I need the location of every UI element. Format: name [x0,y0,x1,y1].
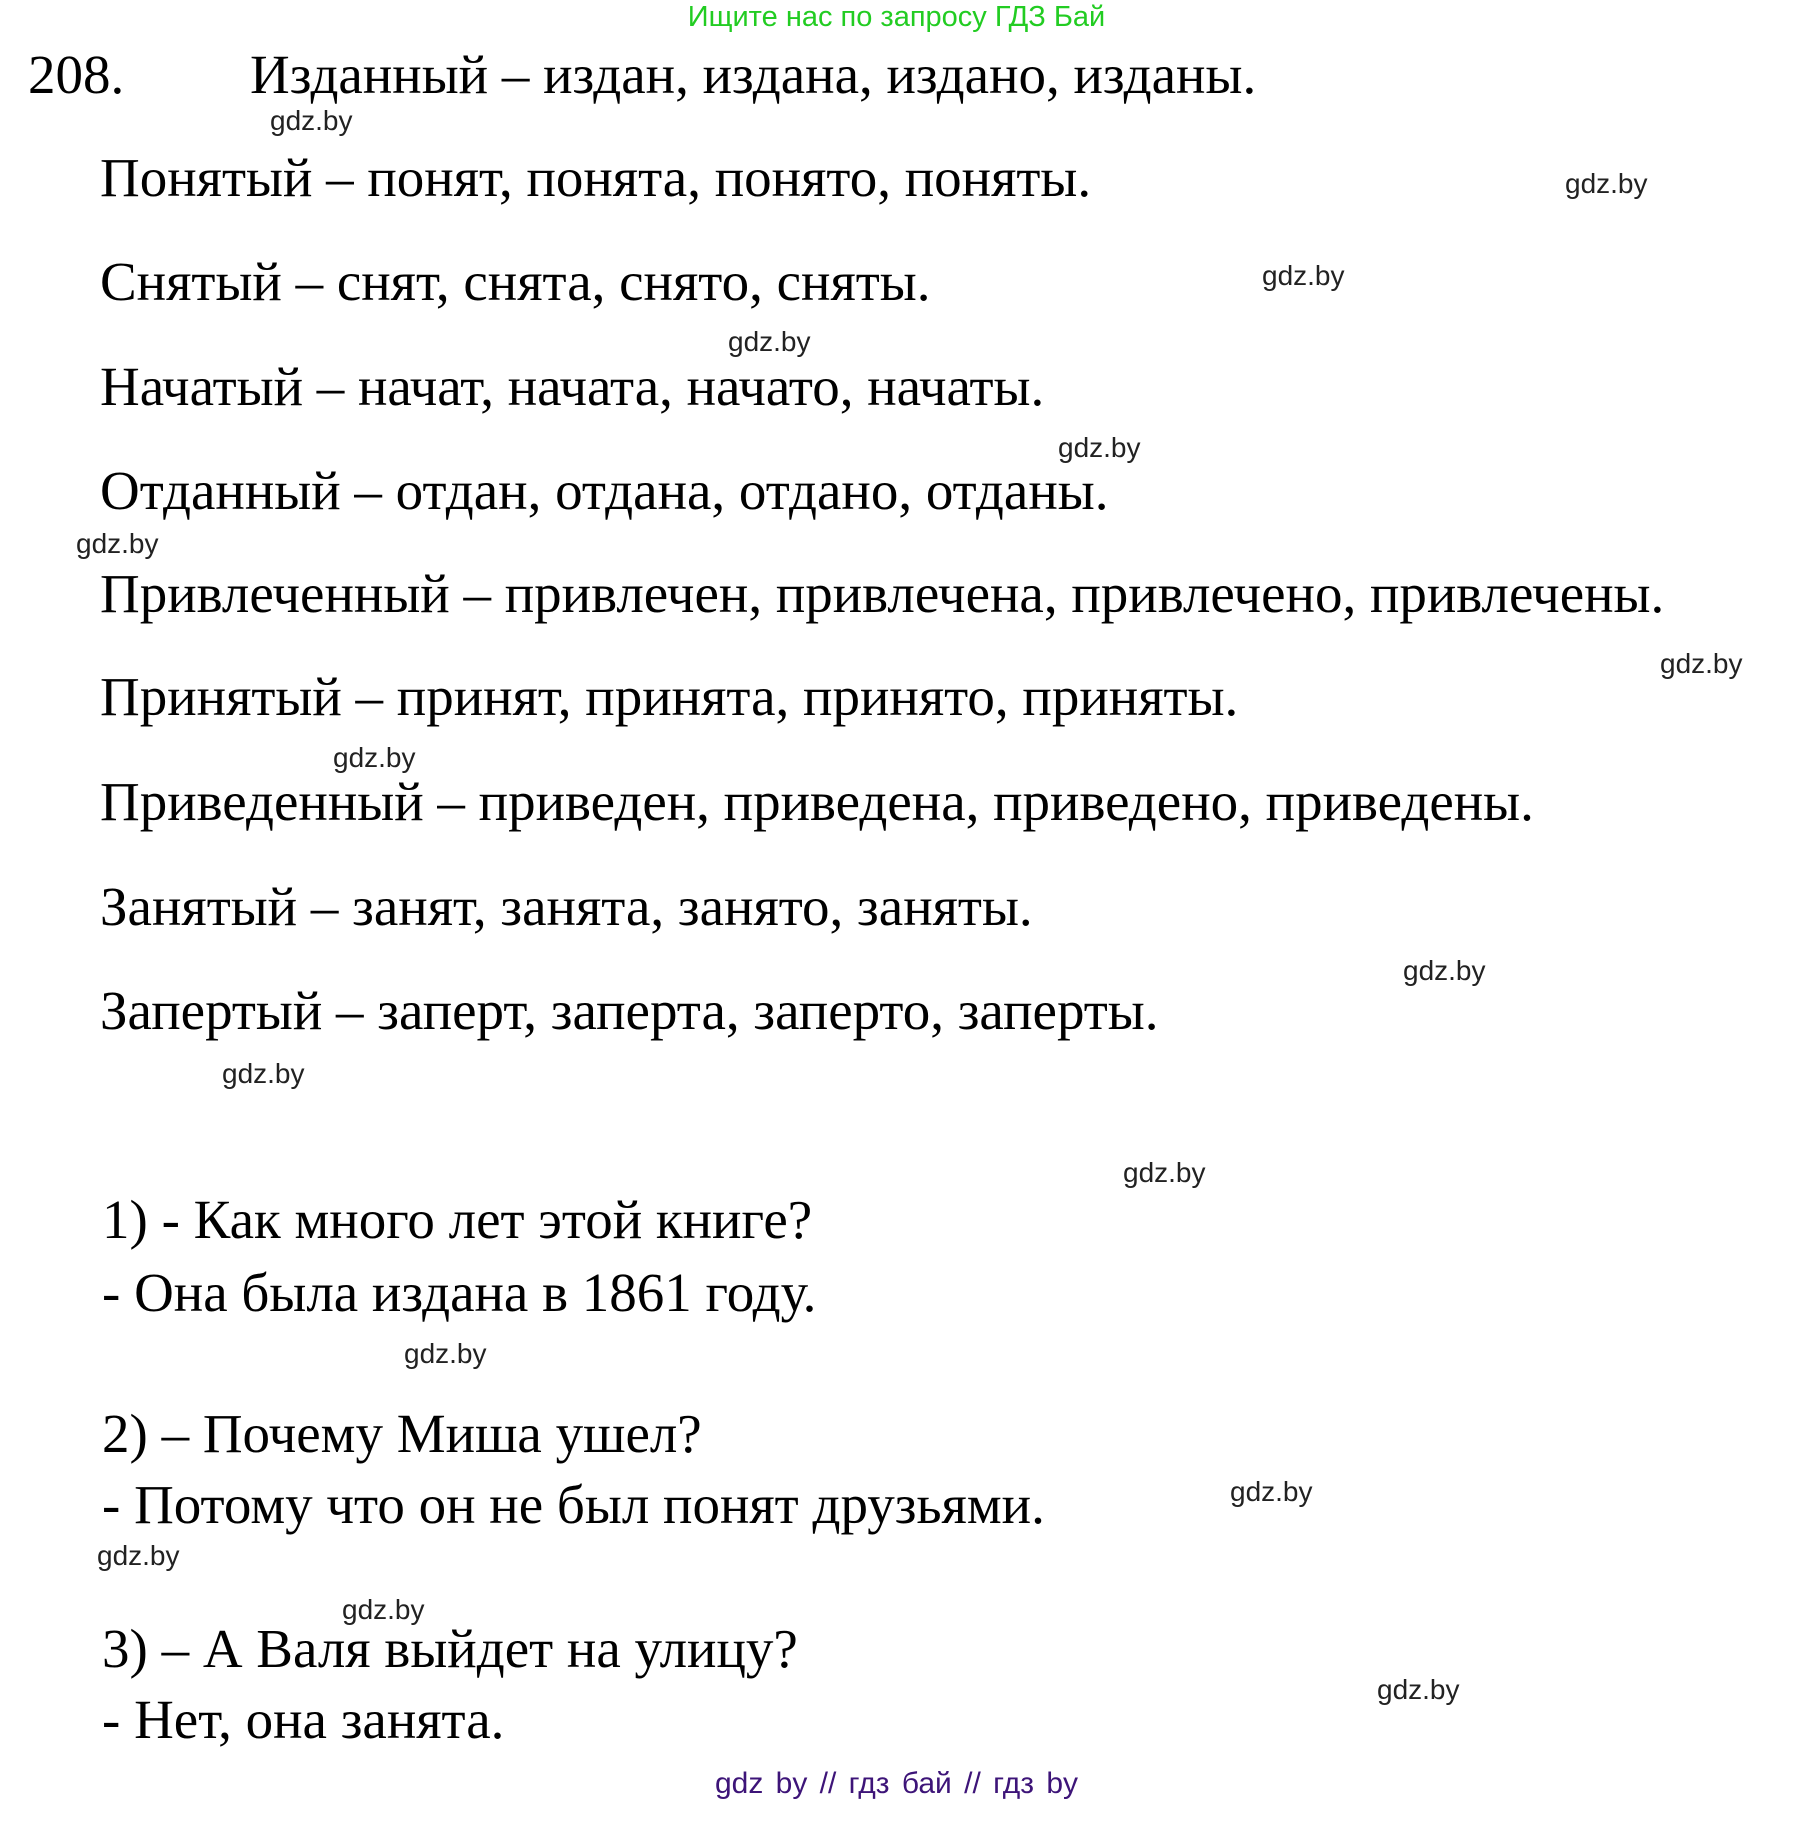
watermark: gdz.by [76,528,159,559]
search-banner: Ищите нас по запросу ГДЗ Бай [687,1,1106,33]
dialogue-line: - Потому что он не был понят друзьями. [102,1474,1045,1535]
watermark: gdz.by [728,326,811,357]
footer-links: gdz by // гдз бай // гдз by [714,1767,1079,1800]
watermark: gdz.by [404,1338,487,1369]
dialogue-line: - Нет, она занята. [102,1689,505,1750]
watermark: gdz.by [1123,1157,1206,1188]
answer-line: Изданный – издан, издана, издано, изданы. [250,44,1257,105]
dialogue-line: - Она была издана в 1861 году. [102,1262,817,1323]
watermark: gdz.by [342,1594,425,1625]
answer-line: Приведенный – приведен, приведена, приведено, приведены. [100,771,1534,832]
watermark: gdz.by [270,105,353,136]
dialogue-line: 1) - Как много лет этой книге? [102,1189,813,1250]
watermark: gdz.by [1377,1674,1460,1705]
watermark: gdz.by [1660,648,1743,679]
answer-line: Понятый – понят, понята, понято, поняты. [100,147,1092,208]
answer-line: Начатый – начат, начата, начато, начаты. [100,356,1045,417]
watermark: gdz.by [97,1540,180,1571]
answer-line: Занятый – занят, занята, занято, заняты. [100,876,1033,937]
dialogue-line: 2) – Почему Миша ушел? [102,1403,702,1464]
watermark: gdz.by [222,1058,305,1089]
answer-line: Запертый – заперт, заперта, заперто, заперты. [100,980,1159,1041]
watermark: gdz.by [333,742,416,773]
dialogue-line: 3) – А Валя выйдет на улицу? [102,1618,798,1679]
watermark: gdz.by [1230,1476,1313,1507]
exercise-number: 208. [28,44,125,105]
answer-line: Принятый – принят, принята, принято, приняты. [100,666,1239,727]
watermark: gdz.by [1262,260,1345,291]
answer-line: Привлеченный – привлечен, привлечена, привлечено, привлечены. [100,563,1665,624]
answer-line: Отданный – отдан, отдана, отдано, отданы. [100,460,1109,521]
watermark: gdz.by [1058,432,1141,463]
watermark: gdz.by [1403,955,1486,986]
answer-line: Снятый – снят, снята, снято, сняты. [100,251,931,312]
watermark: gdz.by [1565,168,1648,199]
